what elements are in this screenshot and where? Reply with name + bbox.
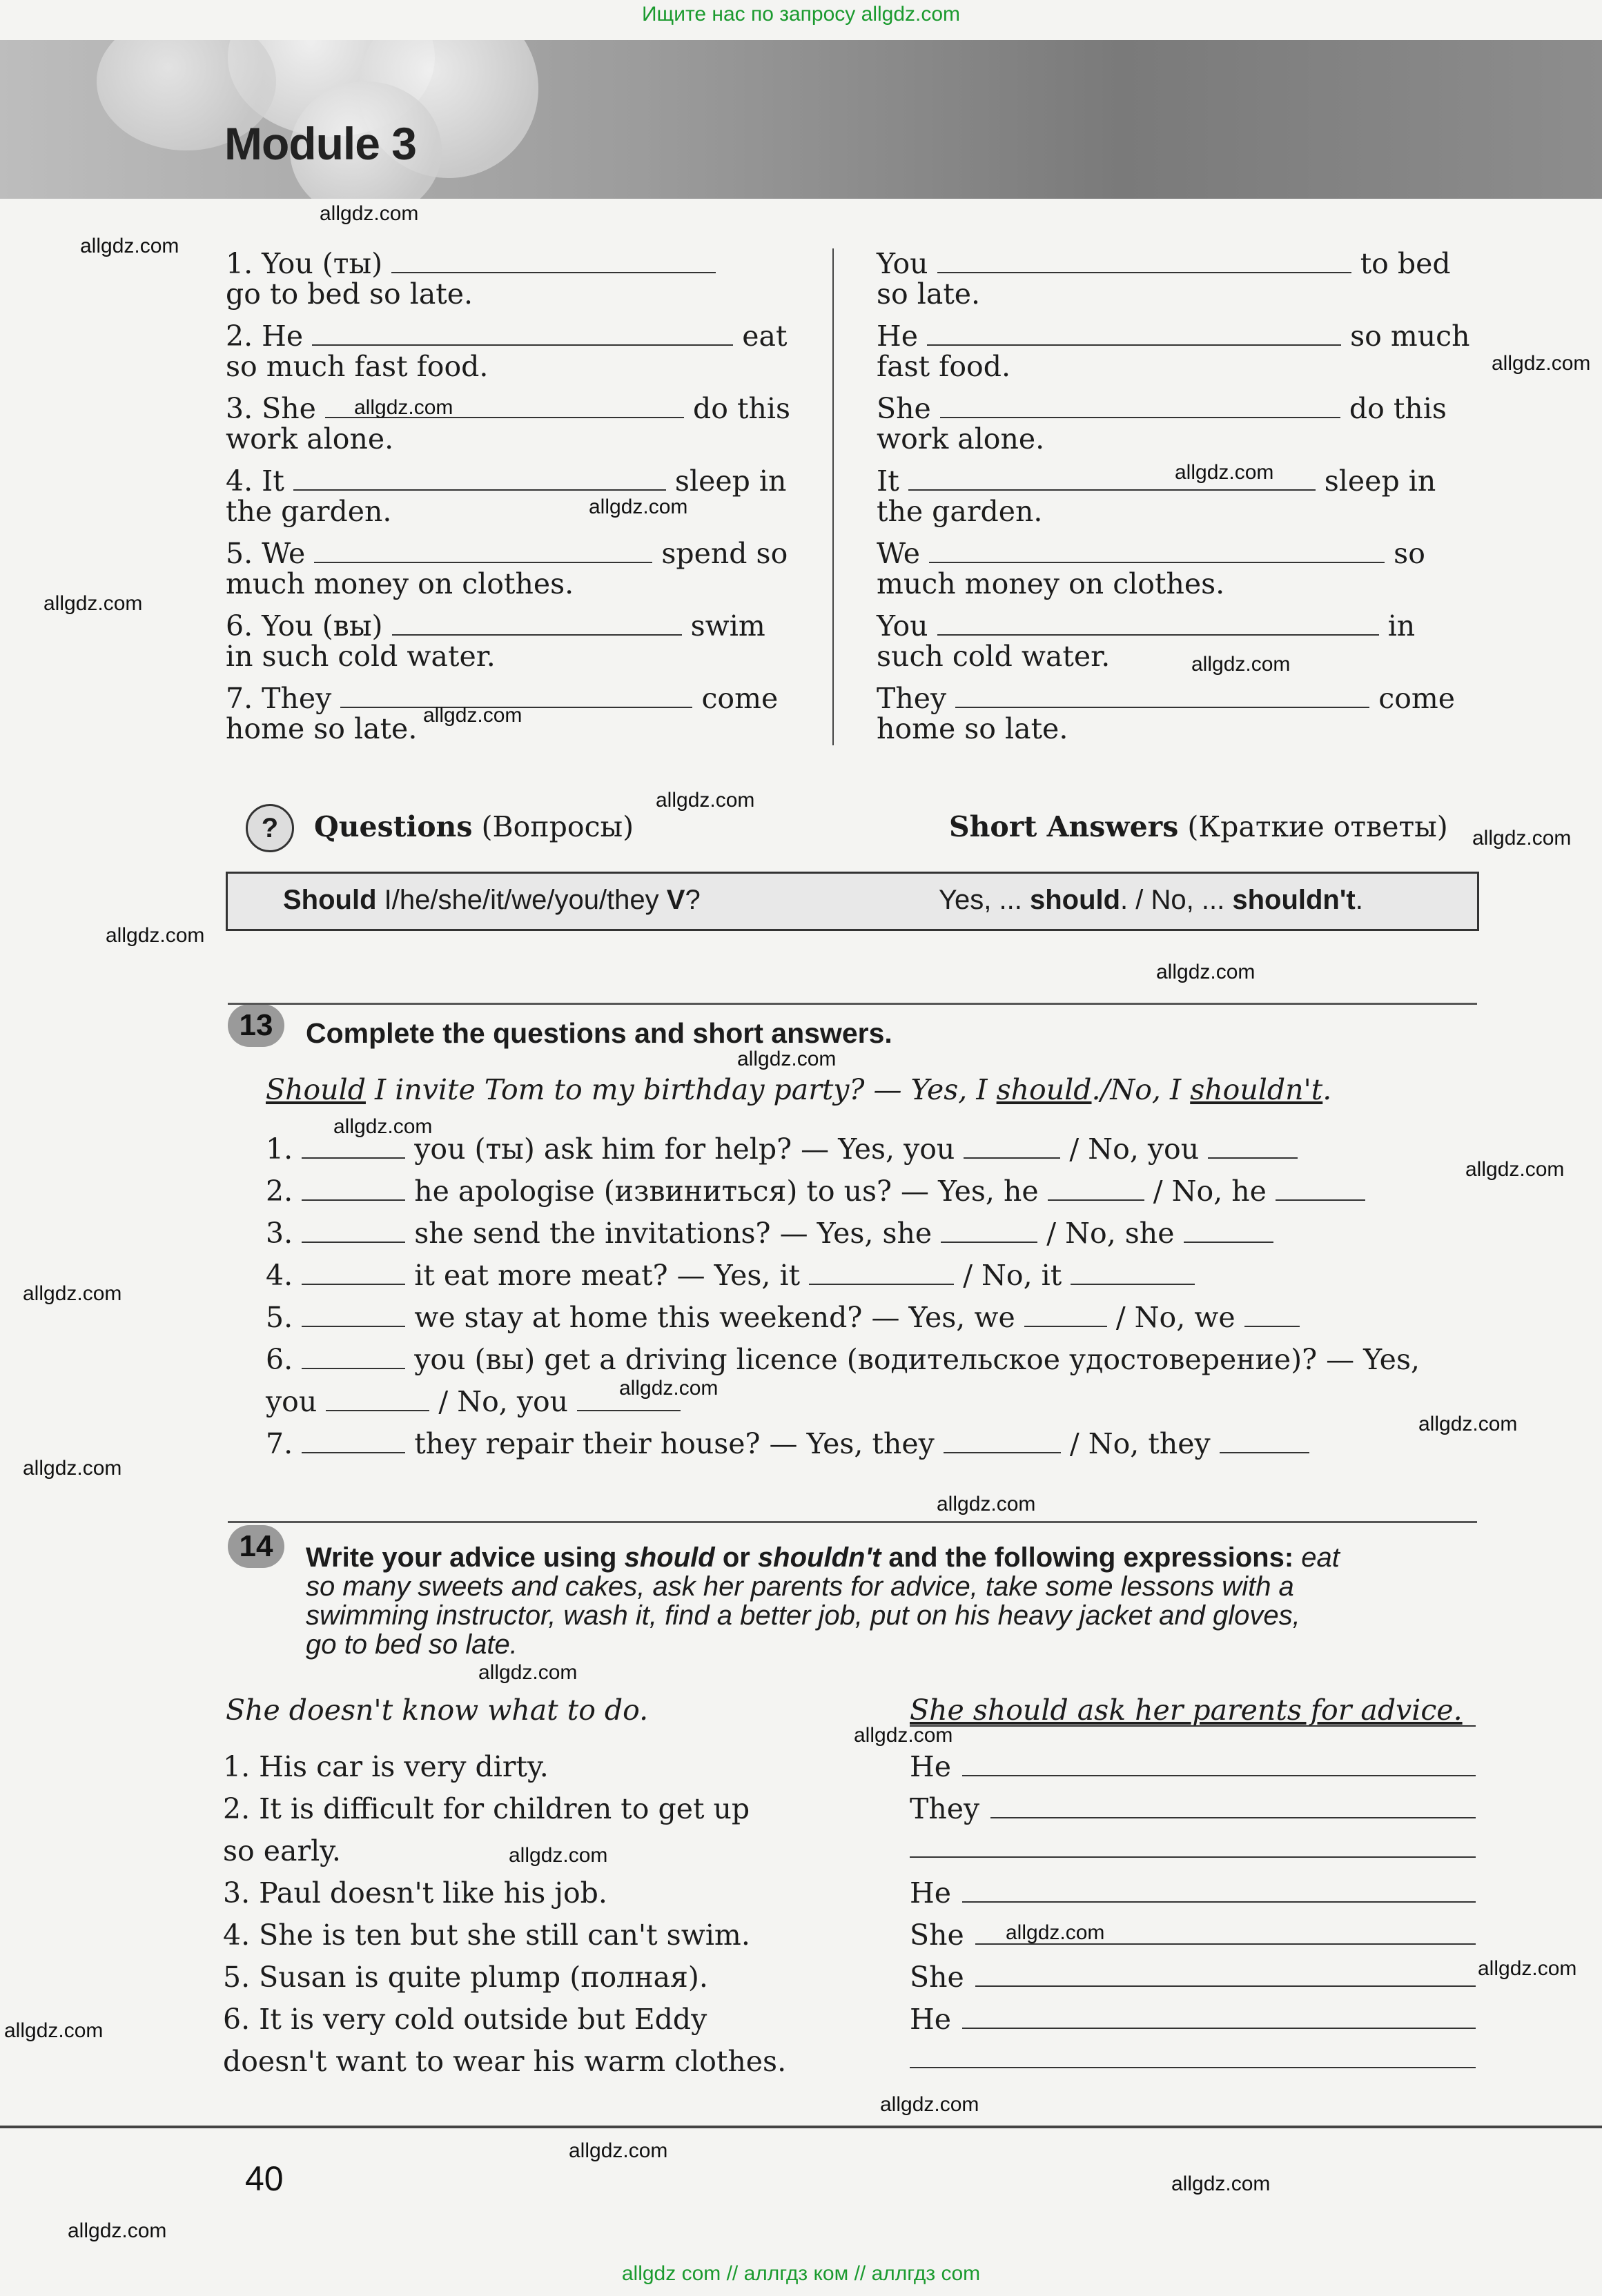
watermark: allgdz.com (80, 235, 179, 257)
left-item: 4. It sleep in the garden. (226, 464, 787, 528)
task-13-item: 1. you (ты) ask him for help? — Yes, you / No, you (266, 1134, 1481, 1176)
watermark: allgdz.com (1175, 461, 1274, 484)
left-sentences (226, 248, 826, 756)
top-note: Ищите нас по запросу allgdz.com (641, 3, 961, 26)
watermark: allgdz.com (937, 1493, 1036, 1515)
watermark: allgdz.com (4, 2019, 104, 2042)
right-item: You in such cold water. (877, 609, 1416, 673)
answer-line[interactable]: He (910, 1752, 1476, 1794)
short-answers-heading: Short Answers (Краткие ответы) (949, 810, 1448, 843)
watermark: allgdz.com (333, 1115, 433, 1138)
answer-line[interactable] (910, 1836, 1476, 1878)
watermark: allgdz.com (320, 202, 419, 225)
task-14-rule (228, 1521, 1477, 1523)
questions-formula-box (226, 872, 1479, 931)
situation: so early. (223, 1834, 341, 1867)
watermark: allgdz.com (68, 2219, 167, 2242)
watermark: allgdz.com (1006, 1921, 1105, 1944)
column-divider (832, 248, 834, 745)
situation: 1. His car is very dirty. (223, 1750, 549, 1783)
watermark: allgdz.com (619, 1377, 719, 1400)
task-14-example-advice: She should ask her parents for advice. (910, 1694, 1463, 1727)
task-13-item: 6. you (вы) get a driving licence (водительское удостоверение)? — Yes, (266, 1343, 1420, 1376)
question-icon: ? (246, 804, 294, 852)
right-item: She do this work alone. (877, 392, 1447, 455)
task-13-rule (228, 1003, 1477, 1005)
right-item: They come home so late. (877, 682, 1456, 745)
task-14-example-situation: She doesn't know what to do. (226, 1694, 649, 1727)
right-item: He so much fast food. (877, 320, 1470, 383)
task-14-instructions: Write your advice using should or shouldn't and the following expressions: eat so many sweets and cakes, ask her parents for advice, take some lessons with a swimming instructor, wash it, find a better job, put on his heavy jacket and gloves, go to bed so late. (306, 1542, 1340, 1660)
watermark: allgdz.com (43, 592, 143, 615)
right-item: We so much money on clothes. (877, 537, 1425, 600)
short-answer-formula: Yes, ... should. / No, ... shouldn't. (939, 885, 1363, 915)
task-13-item-6-cont: you / No, you (266, 1386, 1481, 1429)
right-item: It sleep in the garden. (877, 464, 1436, 528)
task-14-badge: 14 (228, 1525, 284, 1568)
task-13-item: 5. we stay at home this weekend? — Yes, we / No, we (266, 1302, 1481, 1344)
answer-line[interactable]: He (910, 2004, 1476, 2046)
task-13-item: 7. they repair their house? — Yes, they / No, they (266, 1429, 1481, 1471)
watermark: allgdz.com (478, 1661, 578, 1684)
answer-line[interactable]: She (910, 1962, 1476, 2004)
answer-line[interactable]: She (910, 1920, 1476, 1962)
questions-heading: Questions (Вопросы) (314, 810, 634, 843)
task-13-example: Should I invite Tom to my birthday party? — Yes, I should./No, I shouldn't. (266, 1073, 1332, 1106)
bottom-note: allgdz com // аллгдз ком // аллгдз com (621, 2262, 981, 2285)
situation: 5. Susan is quite plump (полная). (223, 1961, 708, 1994)
watermark: allgdz.com (1156, 961, 1256, 983)
watermark: allgdz.com (880, 2093, 979, 2116)
watermark: allgdz.com (354, 396, 453, 419)
left-item: 2. He eat so much fast food. (226, 320, 788, 383)
watermark: allgdz.com (569, 2139, 668, 2162)
task-13-item: 2. he apologise (извиниться) to us? — Yes, he / No, he (266, 1176, 1481, 1218)
task-13-item: 4. it eat more meat? — Yes, it / No, it (266, 1260, 1481, 1302)
task-14-situations (223, 1752, 844, 2088)
watermark: allgdz.com (854, 1724, 953, 1747)
watermark: allgdz.com (23, 1282, 122, 1305)
watermark: allgdz.com (509, 1844, 608, 1867)
watermark: allgdz.com (656, 789, 755, 812)
left-item: 5. We spend so much money on clothes. (226, 537, 788, 600)
right-item: You to bed so late. (877, 247, 1451, 311)
right-sentences (877, 248, 1477, 756)
situation: 2. It is difficult for children to get up (223, 1792, 750, 1825)
left-item: 1. You (ты) go to bed so late. (226, 248, 826, 321)
situation: 6. It is very cold outside but Eddy (223, 2003, 707, 2036)
task-14-answers (910, 1752, 1476, 2088)
watermark: allgdz.com (106, 924, 205, 947)
watermark: allgdz.com (23, 1457, 122, 1480)
watermark: allgdz.com (1418, 1413, 1518, 1435)
task-14-example-line (910, 1725, 1476, 1727)
left-item: 3. She do this work alone. (226, 392, 791, 455)
question-formula: Should I/he/she/it/we/you/they V? (283, 885, 701, 915)
watermark: allgdz.com (1465, 1158, 1565, 1181)
situation: 3. Paul doesn't like his job. (223, 1876, 607, 1910)
answer-line[interactable]: He (910, 1878, 1476, 1920)
task-13-items (266, 1134, 1481, 1471)
module-title: Module 3 (224, 118, 417, 169)
answer-line[interactable]: They (910, 1794, 1476, 1836)
task-13-item: 3. she send the invitations? — Yes, she / No, she (266, 1218, 1481, 1260)
answer-line[interactable] (910, 2046, 1476, 2088)
watermark: allgdz.com (737, 1048, 837, 1070)
situation: 4. She is ten but she still can't swim. (223, 1919, 750, 1952)
footer-rule (0, 2126, 1602, 2128)
task-13-badge: 13 (228, 1004, 284, 1047)
watermark: allgdz.com (1478, 1957, 1577, 1980)
watermark: allgdz.com (1191, 653, 1291, 676)
watermark: allgdz.com (589, 495, 688, 518)
task-13-title: Complete the questions and short answers. (306, 1017, 892, 1049)
situation: doesn't want to wear his warm clothes. (223, 2045, 787, 2078)
page-number: 40 (245, 2159, 284, 2198)
watermark: allgdz.com (1492, 352, 1591, 375)
watermark: allgdz.com (423, 704, 522, 727)
watermark: allgdz.com (1171, 2172, 1271, 2195)
left-item: 7. They come home so late. (226, 682, 779, 745)
left-item: 6. You (вы) swim in such cold water. (226, 609, 765, 673)
watermark: allgdz.com (1472, 827, 1572, 850)
